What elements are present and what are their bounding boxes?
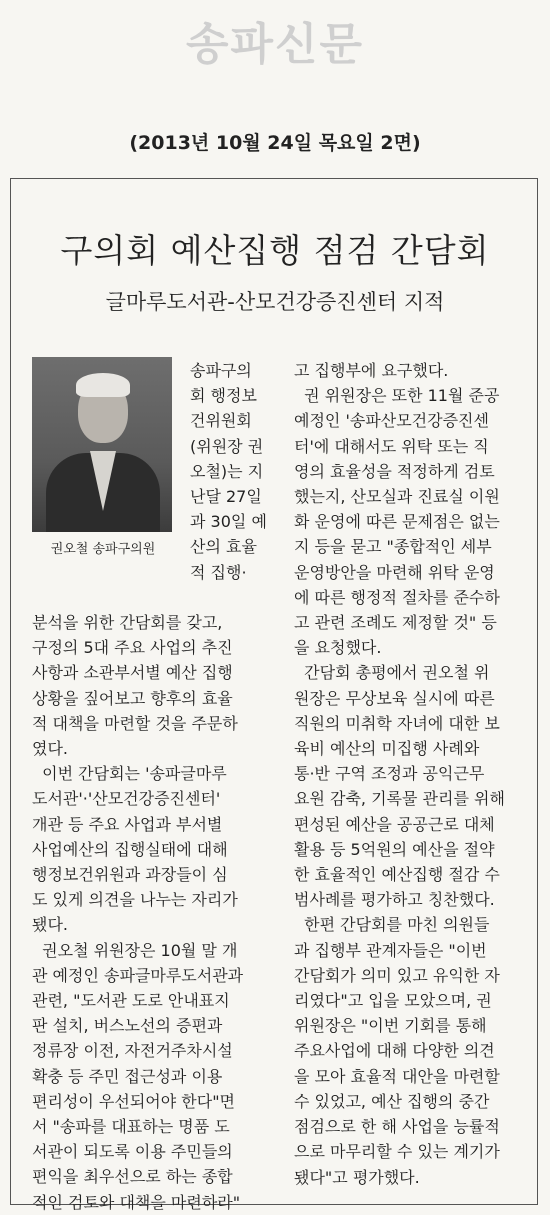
newspaper-masthead — [0, 8, 550, 70]
article-column-2: 고 집행부에 요구했다. 권 위원장은 또한 11월 준공 예정인 '송파산모건강증진센 터'에 대해서도 위탁 또는 직 영의 효율성을 적정하게 검토 했는지, 산모실과 진료실 이원 화 운영에 따른 문제점은 없는 지 등을 묻고 "종합적인 세부 운영방안을 마련해 위탁 운영 에 따른 행정적 절차를 준수하 고 관련 조례도 제정할 것" 등 을 요청했다. 간담회 총평에서 권오철 위 원장은 무상보육 실시에 따른 직원의 미취학 자녀에 대한 보 육비 예산의 미집행 사례와 통·반 구역 조정과 공익근무 요원 감축, 기록물 관리를 위해 편성된 예산을 공공근로 대체 활용 등 5억원의 예산을 절약 한 효율적인 예산집행 절감 수 범사례를 평가하고 칭찬했다. 한편 간담회를 마친 의원들 과 집행부 관계자들은 "이번 간담회가 의미 있고 유익한 자 리였다"고 입을 모았으며, 권 위원장은 "이번 기회를 통해 주요사업에 대해 다양한 의견 을 모아 효율적 대안을 마련할 수 있었고, 예산 집행의 중간 점검으로 한 해 사업을 능률적 으로 마무리할 수 있는 계기가 됐다"고 평가했다. — [294, 361, 505, 1187]
photo-hair — [76, 373, 130, 397]
photo-caption: 권오철 송파구의원 — [50, 542, 156, 557]
article-column-1: 분석을 위한 간담회를 갖고, 구정의 5대 주요 사업의 추진 사항과 소관부서별 예산 집행 상황을 짚어보고 향후의 효율 적 대책을 마련할 것을 주문하 였다. 이번 간담회는 '송파글마루 도서관'·'산모건강증진센터' 개관 등 주요 사업과 부서별 사업예산의 집행실태에 대해 행정보건위원과 과장들이 심 도 있게 의견을 나누는 자리가 됐다. 권오철 위원장은 10월 말 개 관 예정인 송파글마루도서관과 관련, "도서관 도로 안내표지 판 설치, 버스노선의 증편과 정류장 이전, 자전거주차시설 확충 등 주민 접근성과 이용 편리성이 우선되어야 한다"면 서 "송파를 대표하는 명품 도 서관이 되도록 이용 주민들의 편익을 최우선으로 하는 종합 적인 검토와 대책을 마련하라" — [32, 613, 244, 1212]
article-column-1-top: 송파구의 회 행정보 건위원회 (위원장 권 오철)는 지 난달 27일 과 30일 예 산의 효율 적 집행· — [190, 361, 267, 582]
issue-date: (2013년 10월 24일 목요일 2면) — [129, 132, 421, 154]
masthead-title: 송파신문 — [185, 19, 364, 70]
reporter-photo — [32, 357, 172, 532]
article-headline: 구의회 예산집행 점검 간담회 — [60, 231, 490, 270]
article-subhead: 글마루도서관-산모건강증진센터 지적 — [105, 290, 445, 314]
